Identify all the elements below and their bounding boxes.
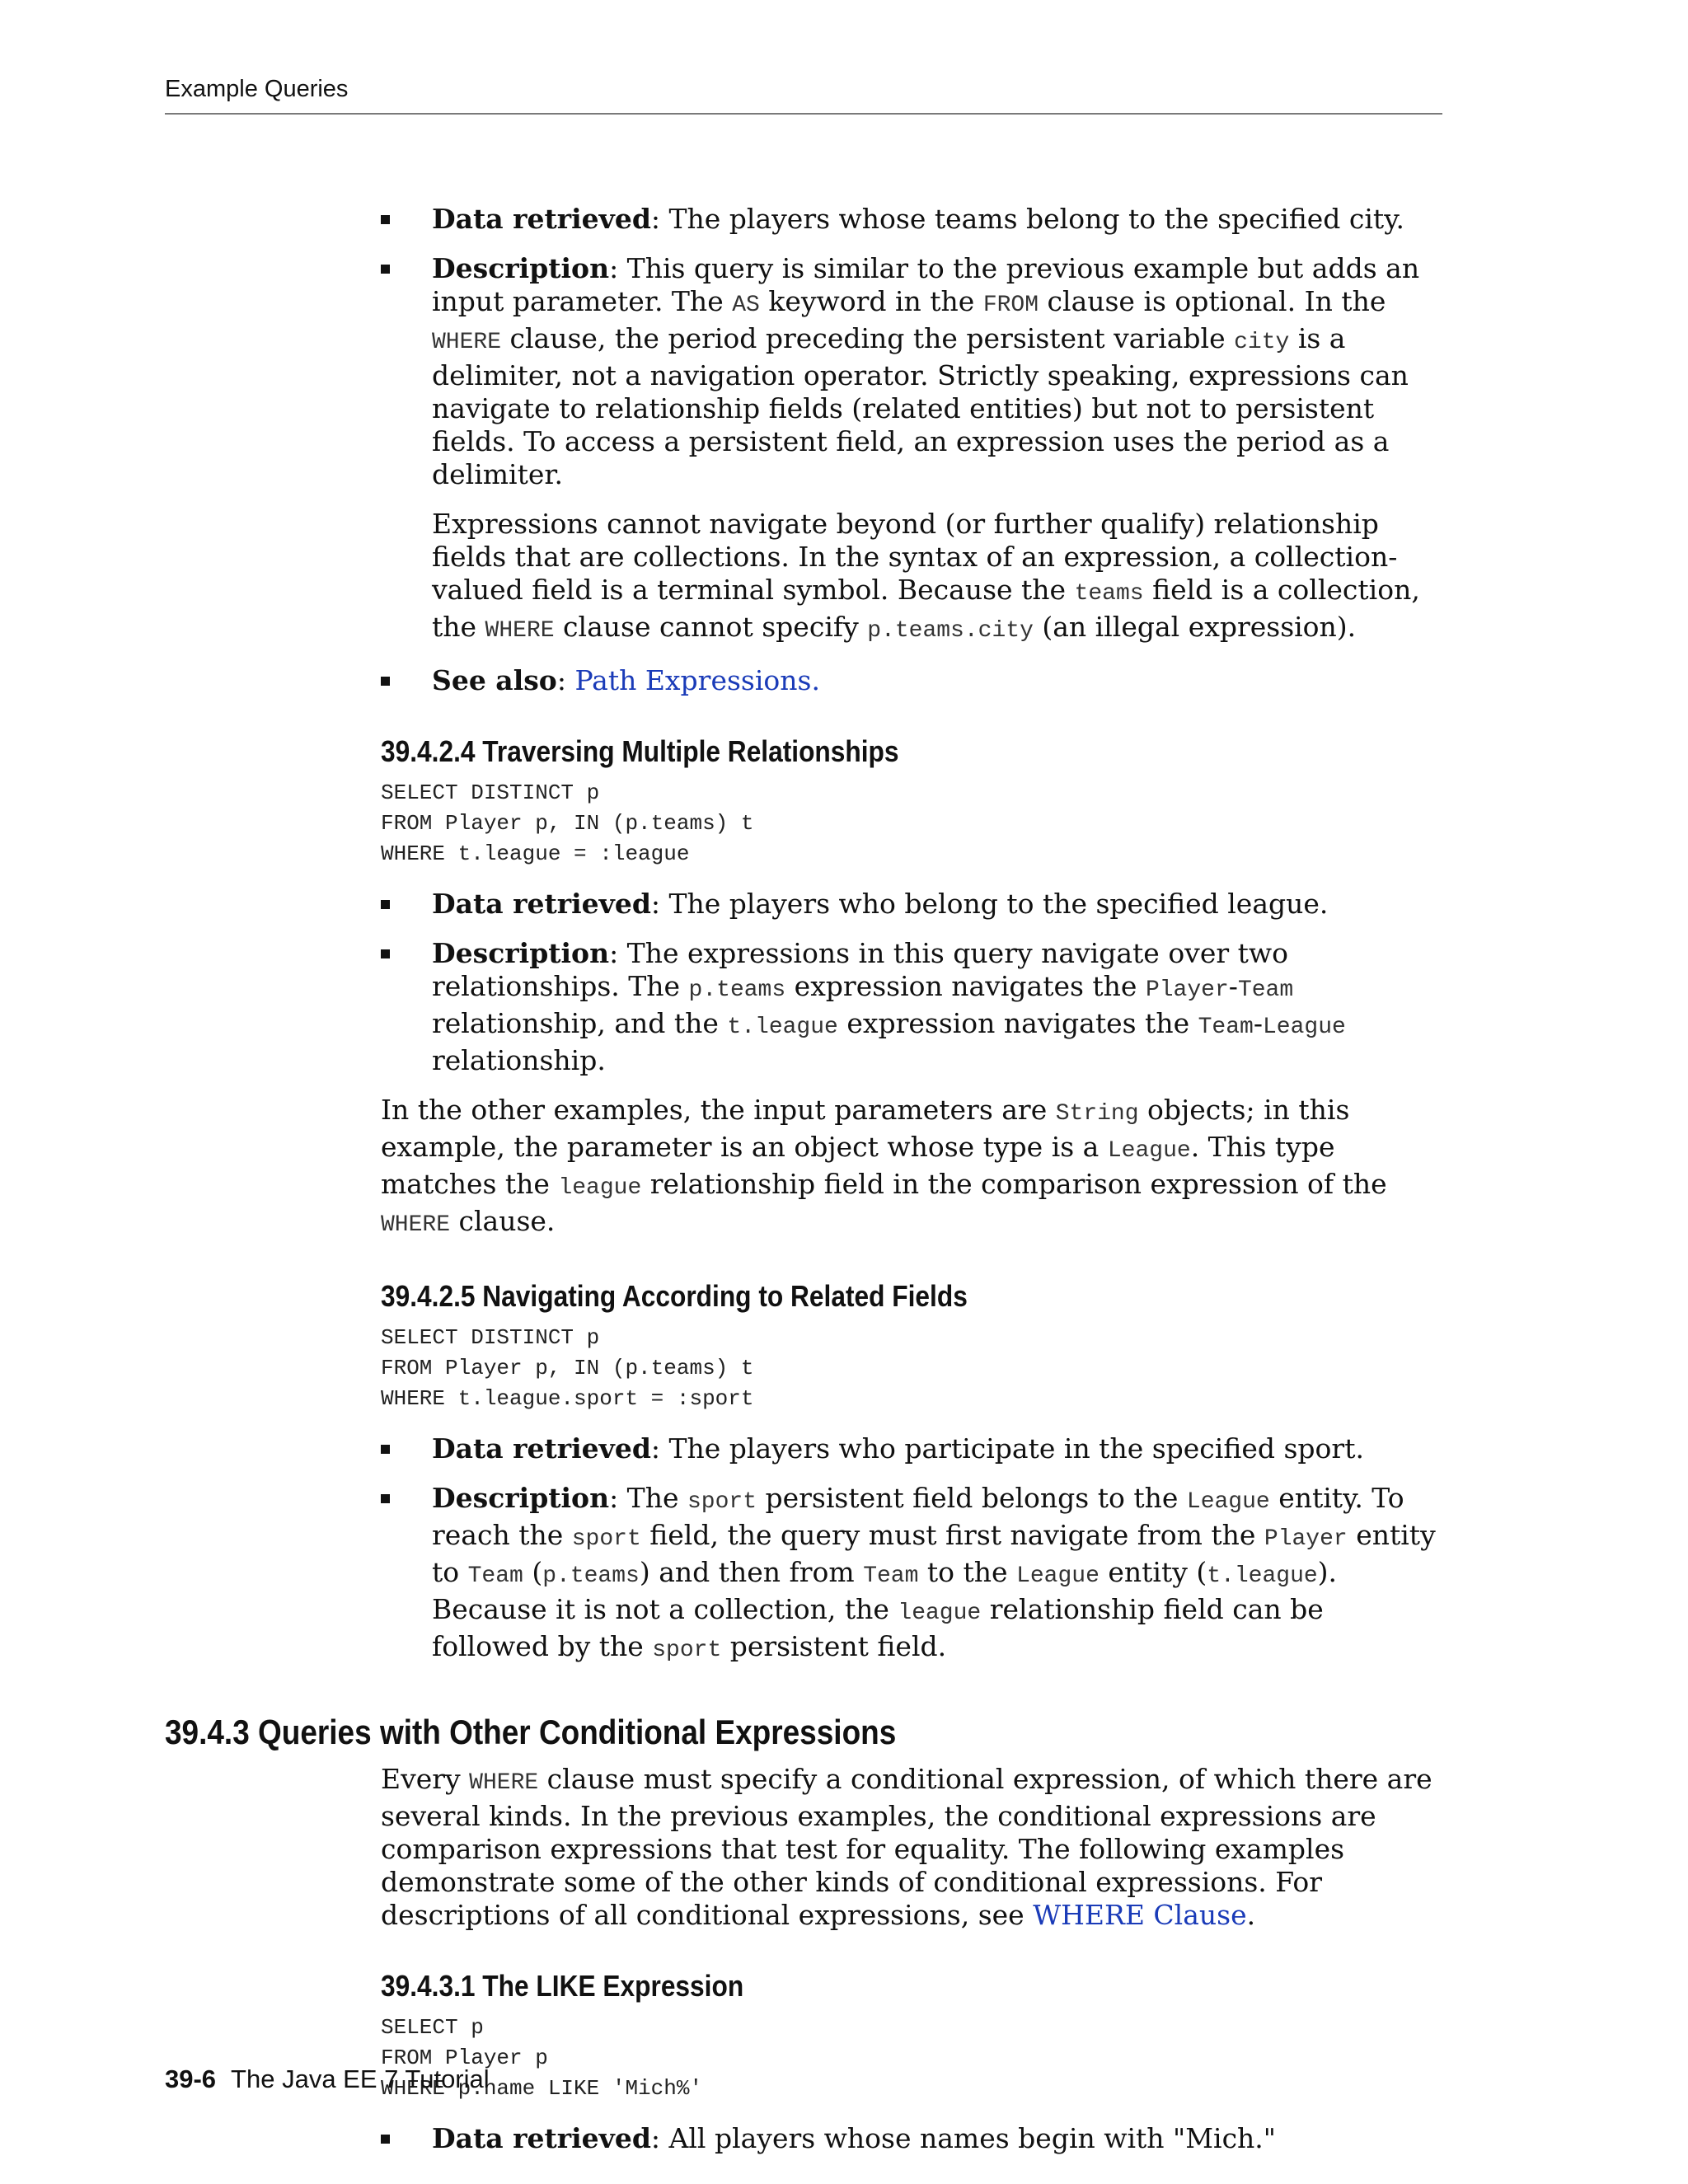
bullet-icon bbox=[381, 265, 390, 274]
bullet-icon bbox=[381, 900, 390, 909]
bullet-icon bbox=[381, 215, 390, 224]
bullet-icon bbox=[381, 1445, 390, 1454]
description-paragraph: Expressions cannot navigate beyond (or further qualify) relationship fields that are collections. In the syntax of an expression, a collection-valued field is a terminal symbol. Because the teams field is a collection, the WHERE clause cannot specify p.teams.city (an illegal expression). bbox=[432, 508, 1420, 644]
section-heading: 39.4.3.1 The LIKE Expression bbox=[381, 1969, 744, 2003]
list-item: Data retrieved: The players whose teams belong to the specified city. bbox=[381, 203, 1444, 236]
list-item: Description: The expressions in this query navigate over two relationships. The p.teams expression navigates the Player-Team relationship, and the t.league expression navigates the Team-League relationship. bbox=[381, 937, 1444, 1077]
header-title: Example Queries bbox=[165, 76, 349, 102]
path-expressions-link[interactable]: Path Expressions bbox=[574, 664, 812, 696]
list-item: Description: This query is similar to the previous example but adds an input parameter. The AS keyword in the FROM clause is optional. In the WHERE clause, the period preceding the persistent variable city is a delimiter, not a navigation operator. Strictly speaking, expressions can navigate to relationship fields (related entities) but not to persistent fields. To access a persistent field, an expression uses the period as a delimiter. Expressions cannot navigate beyond (or further qualify) relationship fields that are collections. In the syntax of an expression, a collection-valued field is a terminal symbol. Because the teams field is a collection, the WHERE clause cannot specify p.teams.city (an illegal expression). bbox=[381, 252, 1444, 648]
intro-list bbox=[381, 203, 1444, 697]
body-paragraph: In the other examples, the input parameters are String objects; in this example, the parameter is an object whose type is a League. This type matches the league relationship field in the comparison expression of the WHERE clause. bbox=[381, 1094, 1387, 1238]
code-block: SELECT DISTINCT p FROM Player p, IN (p.teams) t WHERE t.league = :league bbox=[381, 780, 754, 866]
running-header bbox=[165, 76, 1442, 115]
code-block: SELECT DISTINCT p FROM Player p, IN (p.teams) t WHERE t.league.sport = :sport bbox=[381, 1325, 754, 1411]
list-item: Data retrieved: The players who belong to the specified league. bbox=[381, 888, 1444, 921]
bullet-icon bbox=[381, 677, 390, 686]
bullet-icon bbox=[381, 949, 390, 958]
bullet-icon bbox=[381, 2135, 390, 2144]
list-item: Data retrieved: The players who participate in the specified sport. bbox=[381, 1432, 1444, 1465]
book-title: The Java EE 7 Tutorial bbox=[231, 2064, 490, 2093]
list-item: Description: The sport persistent field belongs to the League entity. To reach the sport field, the query must first navigate from the Player entity to Team (p.teams) and then from Team to the League entity (t.league). Because it is not a collection, the league relationship field can be followed by the sport persistent field. bbox=[381, 1482, 1444, 1667]
code-block: SELECT p FROM Player p WHERE p.name LIKE 'Mich%' bbox=[381, 2015, 703, 2101]
s5-list bbox=[381, 1432, 1444, 1667]
page-footer bbox=[165, 2064, 490, 2094]
list-item: See also: Path Expressions. bbox=[381, 664, 1444, 697]
section-heading: 39.4.2.5 Navigating According to Related Fields bbox=[381, 1279, 968, 1313]
list-item: Data retrieved: All players whose names begin with "Mich." bbox=[381, 2122, 1444, 2155]
body-paragraph: Every WHERE clause must specify a conditional expression, of which there are several kinds. In the previous examples, the conditional expressions are comparison expressions that test for equality. The following examples demonstrate some of the other kinds of conditional expressions. For descriptions of all conditional expressions, see WHERE Clause. bbox=[381, 1763, 1432, 1931]
bullet-icon bbox=[381, 1494, 390, 1503]
s4-list bbox=[381, 888, 1444, 1077]
major-section-heading: 39.4.3 Queries with Other Conditional Expressions bbox=[165, 1713, 897, 1751]
where-clause-link[interactable]: WHERE Clause bbox=[1033, 1899, 1247, 1931]
s431-list bbox=[381, 2122, 1444, 2155]
page-number: 39-6 bbox=[165, 2064, 217, 2093]
section-heading: 39.4.2.4 Traversing Multiple Relationships bbox=[381, 734, 899, 768]
